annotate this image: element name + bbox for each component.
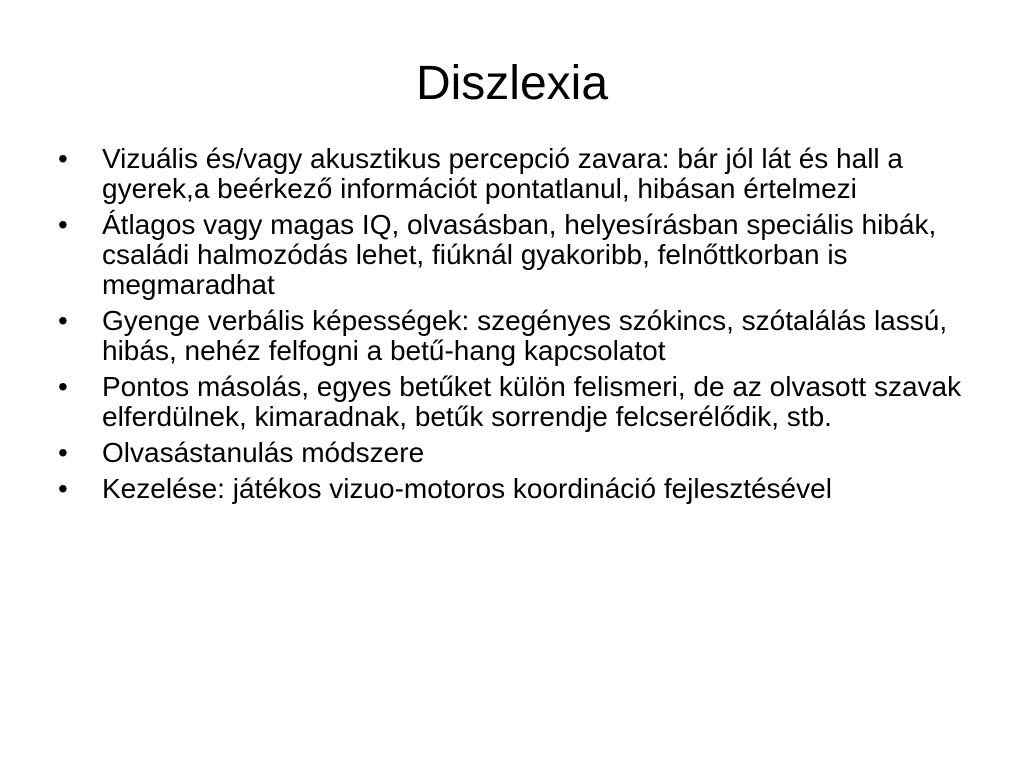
bullet-text: Kezelése: játékos vizuo-motoros koordináció fejlesztésével — [102, 473, 832, 504]
bullet-item — [58, 372, 978, 432]
bullet-text: Átlagos vagy magas IQ, olvasásban, helyesírásban speciális hibák, családi halmozódás lehet, fiúknál gyakoribb, felnőttkorban is megmaradhat — [102, 209, 937, 300]
bullet-item — [58, 438, 978, 468]
bullet-dot-icon: • — [58, 143, 68, 174]
bullet-text: Olvasástanulás módszere — [102, 437, 425, 468]
bullet-list — [58, 144, 978, 510]
bullet-item — [58, 144, 978, 204]
bullet-dot-icon: • — [58, 473, 68, 504]
slide-title: Diszlexia — [415, 57, 609, 110]
bullet-text: Pontos másolás, egyes betűket külön felismeri, de az olvasott szavak elferdülnek, kimaradnak, betűk sorrendje felcserélődik, stb. — [102, 371, 962, 432]
bullet-dot-icon: • — [58, 371, 68, 402]
bullet-text: Vizuális és/vagy akusztikus percepció zavara: bár jól lát és hall a gyerek,a beérkező információt pontatlanul, hibásan értelmezi — [102, 143, 903, 204]
bullet-dot-icon: • — [58, 209, 68, 240]
bullet-dot-icon: • — [58, 305, 68, 336]
bullet-item — [58, 474, 978, 504]
bullet-item — [58, 210, 978, 300]
bullet-item — [58, 306, 978, 366]
bullet-dot-icon: • — [58, 437, 68, 468]
bullet-text: Gyenge verbális képességek: szegényes szókincs, szótalálás lassú, hibás, nehéz felfogni a betű-hang kapcsolatot — [102, 305, 948, 366]
